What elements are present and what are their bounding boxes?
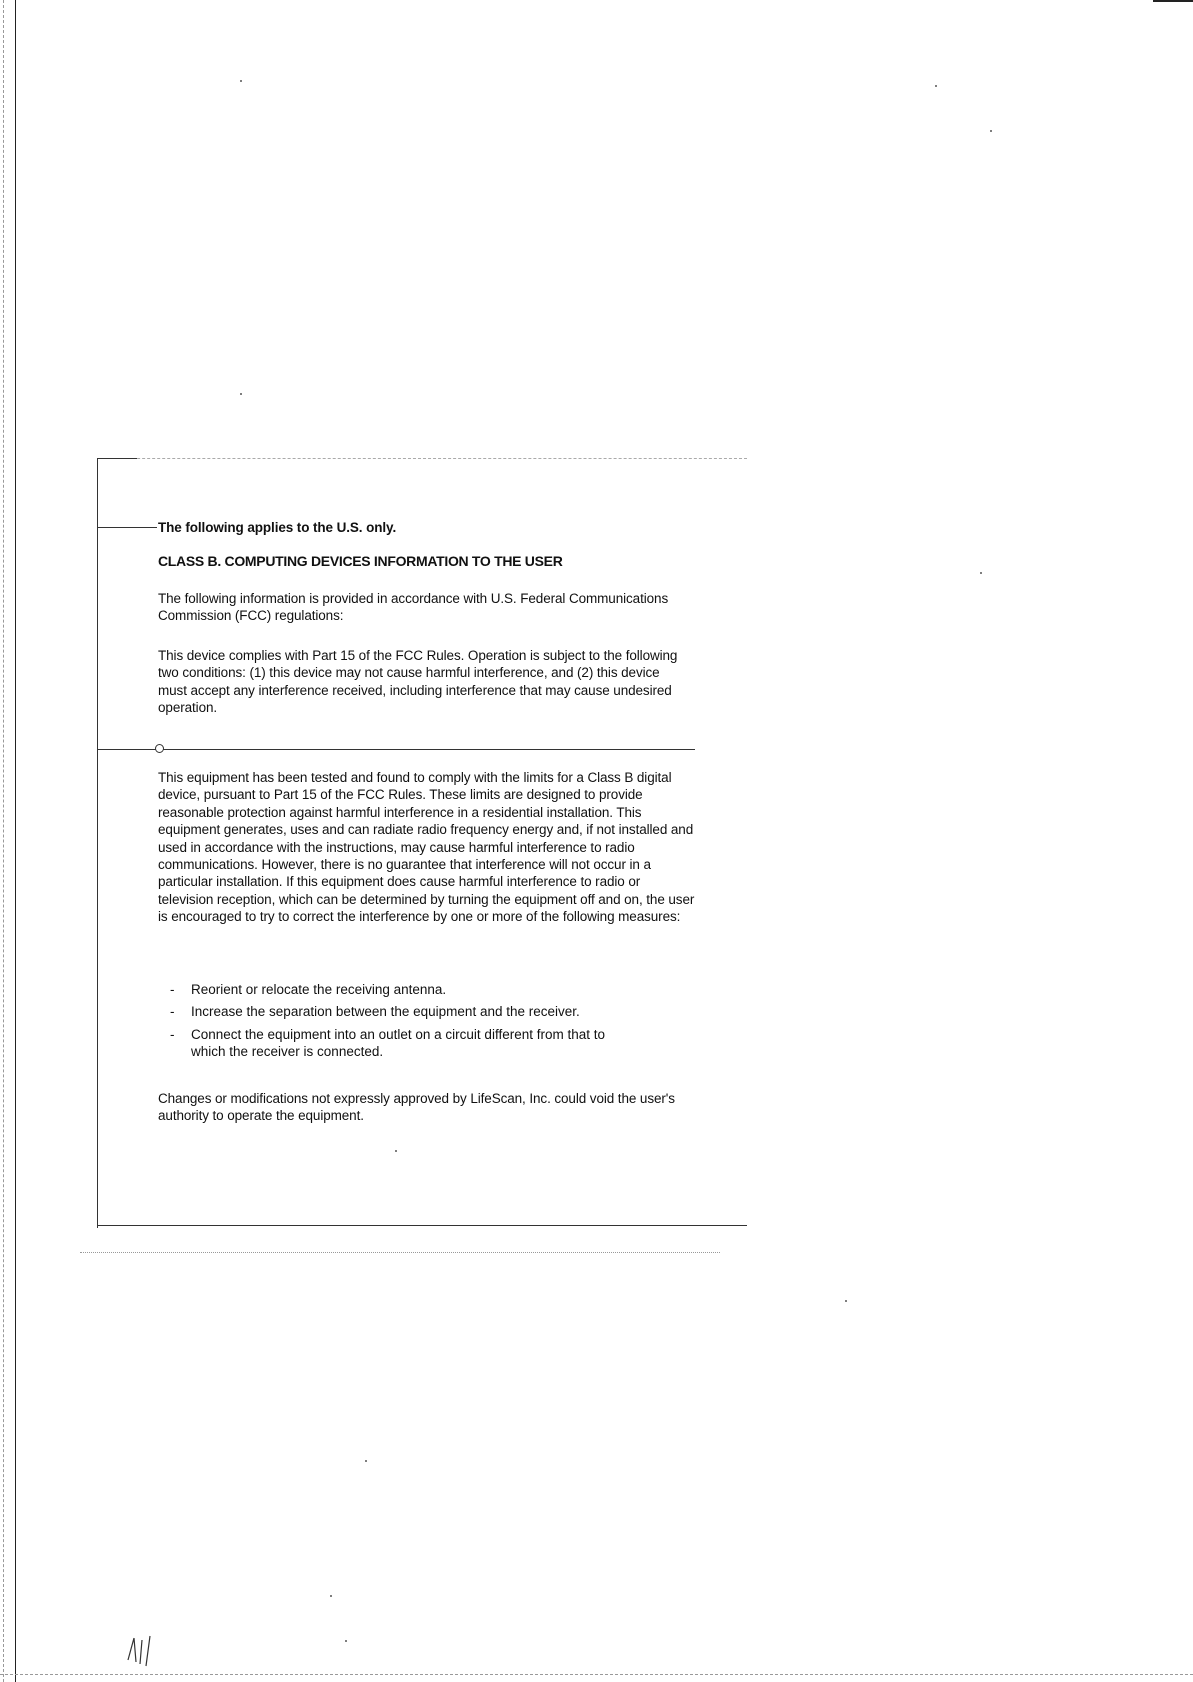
divider-marker-icon	[155, 744, 164, 753]
section-divider	[97, 749, 695, 750]
intro-leader-line	[97, 527, 157, 528]
frame-top-dashed	[97, 458, 747, 459]
measure-text: Connect the equipment into an outlet on a circuit different from that to which the receiver is connected.	[191, 1026, 605, 1060]
handwritten-initials	[120, 1630, 180, 1670]
scan-speck	[240, 80, 242, 82]
frame-bottom	[97, 1225, 747, 1226]
scan-speck	[395, 1150, 397, 1152]
scan-speck	[990, 130, 992, 132]
list-item	[158, 981, 618, 998]
frame-left	[97, 458, 98, 1228]
scan-speck	[845, 1300, 847, 1302]
scan-edge-dashed	[3, 0, 4, 1682]
bullet-dash: -	[170, 1026, 175, 1042]
paragraph-modifications-warning: Changes or modifications not expressly approved by LifeScan, Inc. could void the user's authority to operate the equipment.	[158, 1091, 675, 1124]
paragraph-class-b-limits: This equipment has been tested and found to comply with the limits for a Class B digital device, pursuant to Part 15 of the FCC Rules. These limits are designed to provide reasonable protection against harmful interference in a residential installation. This equipment generates, uses and can radiate radio frequency energy and, if not installed and used in accordance with the instructions, may cause harmful interference to radio communications. However, there is no guarantee that interference will not occur in a particular installation. If this equipment does cause harmful interference to radio or television reception, which can be determined by turning the equipment off and on, the user is encouraged to try to correct the interference by one or more of the following measures:	[158, 770, 695, 925]
scan-speck	[330, 1595, 332, 1597]
measures-list	[158, 981, 618, 1066]
paragraph-fcc-intro: The following information is provided in accordance with U.S. Federal Communications Commission (FCC) regulations:	[158, 591, 669, 624]
section-heading: CLASS B. COMPUTING DEVICES INFORMATION TO THE USER	[158, 553, 563, 569]
scan-speck	[365, 1460, 367, 1462]
frame-top	[97, 458, 137, 459]
list-item	[158, 1003, 618, 1020]
measure-text: Reorient or relocate the receiving antenna.	[191, 982, 447, 997]
intro-line: The following applies to the U.S. only.	[158, 520, 397, 535]
list-item	[158, 1026, 618, 1061]
paragraph-part15-compliance: This device complies with Part 15 of the FCC Rules. Operation is subject to the following two conditions: (1) this device may not cause harmful interference, and (2) this device must accept any interference received, including interference that may cause undesired operation.	[158, 648, 678, 716]
bullet-dash: -	[170, 982, 175, 997]
corner-mark	[1153, 0, 1193, 2]
scan-speck	[240, 393, 242, 395]
frame-bottom-dotted	[80, 1252, 720, 1253]
scan-speck	[935, 85, 937, 87]
measure-text: Increase the separation between the equipment and the receiver.	[191, 1004, 580, 1020]
scan-edge-left	[15, 0, 16, 1682]
scan-speck	[980, 572, 982, 574]
bullet-dash: -	[170, 1004, 175, 1020]
scan-edge-bottom	[0, 1674, 1193, 1675]
scan-speck	[345, 1640, 347, 1642]
